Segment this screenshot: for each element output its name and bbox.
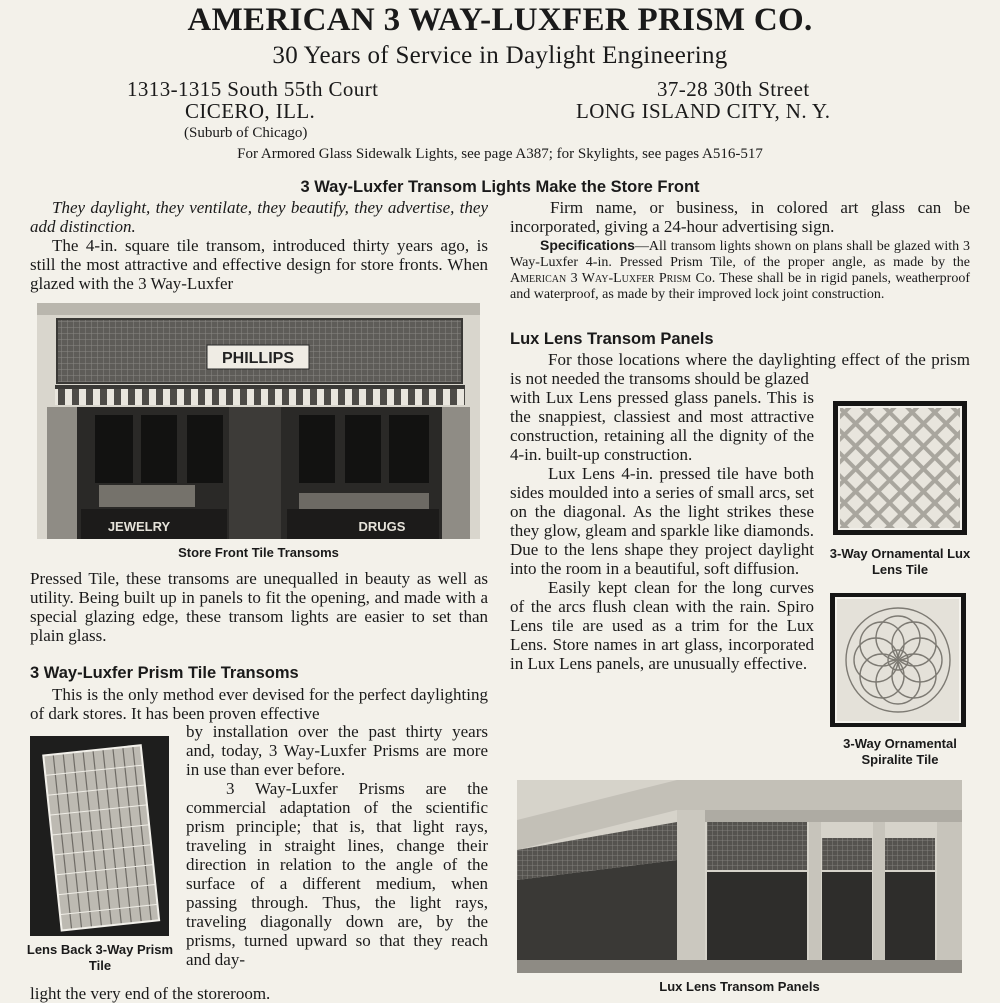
lux-lens-tile-photo — [833, 401, 967, 535]
lens-back-tile-illustration — [30, 736, 169, 936]
left-address — [127, 78, 378, 144]
after-photo-text: Pressed Tile, these transoms are unequalled in beauty as well as utility. Being built up in panels to fit the opening, and made with a special glazing edge, these transom lights are easier to set than plain glass. — [30, 569, 488, 645]
store-front-photo — [37, 303, 480, 539]
lux-lens-full-line: For those locations where the daylighting effect of the prism is not needed the transoms should be glazed — [510, 350, 970, 388]
lux-lens-building-photo — [517, 780, 962, 973]
slogan: They daylight, they ventilate, they beautify, they advertise, they add distinction. — [30, 198, 488, 236]
prism-tile-intro — [30, 685, 488, 723]
lux-lens-wrap — [510, 388, 814, 673]
lux-lens-heading: Lux Lens Transom Panels — [510, 330, 714, 348]
lux-lens-tile-illustration — [833, 401, 967, 535]
prism-tile-wrap-text: by installation over the past thirty years and, today, 3 Way-Luxfer Prisms are more in use than ever before. — [186, 722, 488, 779]
lux-lens-cleaning: Easily kept clean for the long curves of the arcs flush clean with the rain. Spiro Lens tile are used as a trim for the Lux Lens. Store names in art glass, incorporated in Lux Lens panels, are unusually effective. — [510, 578, 814, 673]
company-tagline: 30 Years of Service in Daylight Engineering — [272, 42, 728, 69]
specifications-paragraph — [510, 237, 970, 303]
jewelry-sign: JEWELRY — [107, 519, 171, 534]
lens-back-caption: Lens Back 3-Way Prism Tile — [26, 942, 174, 973]
lux-lens-intro — [510, 350, 970, 388]
lux-lens-building-caption: Lux Lens Transom Panels — [659, 979, 820, 994]
left-address-city: CICERO, ILL. — [185, 99, 316, 123]
prism-tile-line1: This is the only method ever devised for the perfect daylighting of dark stores. It has been proven effective — [30, 685, 488, 723]
left-intro — [30, 198, 488, 293]
firm-name-paragraph — [510, 198, 970, 236]
spec-text-2: Co. These shall be in rigid panels, weatherproof and waterproof, as made by their improved lock joint construction. — [510, 271, 970, 302]
right-address — [576, 78, 830, 122]
prism-tile-wrap — [186, 722, 488, 969]
page-references: For Armored Glass Sidewalk Lights, see page A387; for Skylights, see pages A516-517 — [237, 146, 763, 162]
spec-text-1: —All transom lights shown on plans shall be glazed with 3 Way-Luxfer 4-in. Pressed Prism Tile, of the proper angle, as made by the — [510, 239, 970, 270]
prism-tile-heading: 3 Way-Luxfer Prism Tile Transoms — [30, 664, 299, 682]
spiralite-tile-photo — [830, 593, 966, 727]
lux-lens-wrap-text: with Lux Lens pressed glass panels. This is the snappiest, classiest and most attractive construction, retaining all the dignity of the 4-in. built-up construction. — [510, 388, 814, 464]
firm-name-text: Firm name, or business, in colored art glass can be incorporated, giving a 24-hour advertising sign. — [510, 198, 970, 236]
lux-lens-building-illustration — [517, 780, 962, 973]
main-heading: 3 Way-Luxfer Transom Lights Make the Store Front — [300, 178, 700, 196]
store-front-caption: Store Front Tile Transoms — [178, 545, 339, 560]
company-name: AMERICAN 3 WAY-LUXFER PRISM CO. — [187, 2, 813, 38]
spec-label: Specifications — [540, 237, 635, 253]
lux-lens-tile-caption: 3-Way Ornamental Lux Lens Tile — [829, 546, 971, 577]
left-address-note: (Suburb of Chicago) — [184, 125, 308, 141]
right-address-street: 37-28 30th Street — [657, 77, 810, 101]
lens-back-tile-photo — [30, 736, 169, 936]
right-address-city: LONG ISLAND CITY, N. Y. — [576, 99, 831, 123]
spec-company: American 3 Way-Luxfer Prism — [510, 271, 692, 286]
left-address-street: 1313-1315 South 55th Court — [127, 77, 379, 101]
prism-tile-last-line: light the very end of the storeroom. — [30, 984, 271, 1003]
intro-paragraph: The 4-in. square tile transom, introduced thirty years ago, is still the most attractive and effective design for store fronts. When glazed with the 3 Way-Luxfer — [30, 236, 488, 293]
lux-lens-description: Lux Lens 4-in. pressed tile have both sides moulded into a series of small arcs, set on the diagonal. As the light strikes these they glow, gleam and sparkle like diamonds. Due to the lens shape they project daylight into the room in a beautiful, soft diffusion. — [510, 464, 814, 578]
phillips-sign: PHILLIPS — [221, 350, 295, 367]
spiralite-tile-caption: 3-Way Ornamental Spiralite Tile — [843, 736, 957, 767]
prism-principle-paragraph: 3 Way-Luxfer Prisms are the commercial adaptation of the scientific prism principle; that is, that light rays, traveling in straight lines, change their direction in relation to the angle of the surface of a different medium, when passing through. Thus, the light rays, traveling diagonally down are, by the prisms, turned upward so that they reach and day- — [186, 779, 488, 969]
store-front-illustration — [37, 303, 480, 539]
spiralite-tile-illustration — [830, 593, 966, 727]
drugs-sign: DRUGS — [358, 519, 406, 534]
